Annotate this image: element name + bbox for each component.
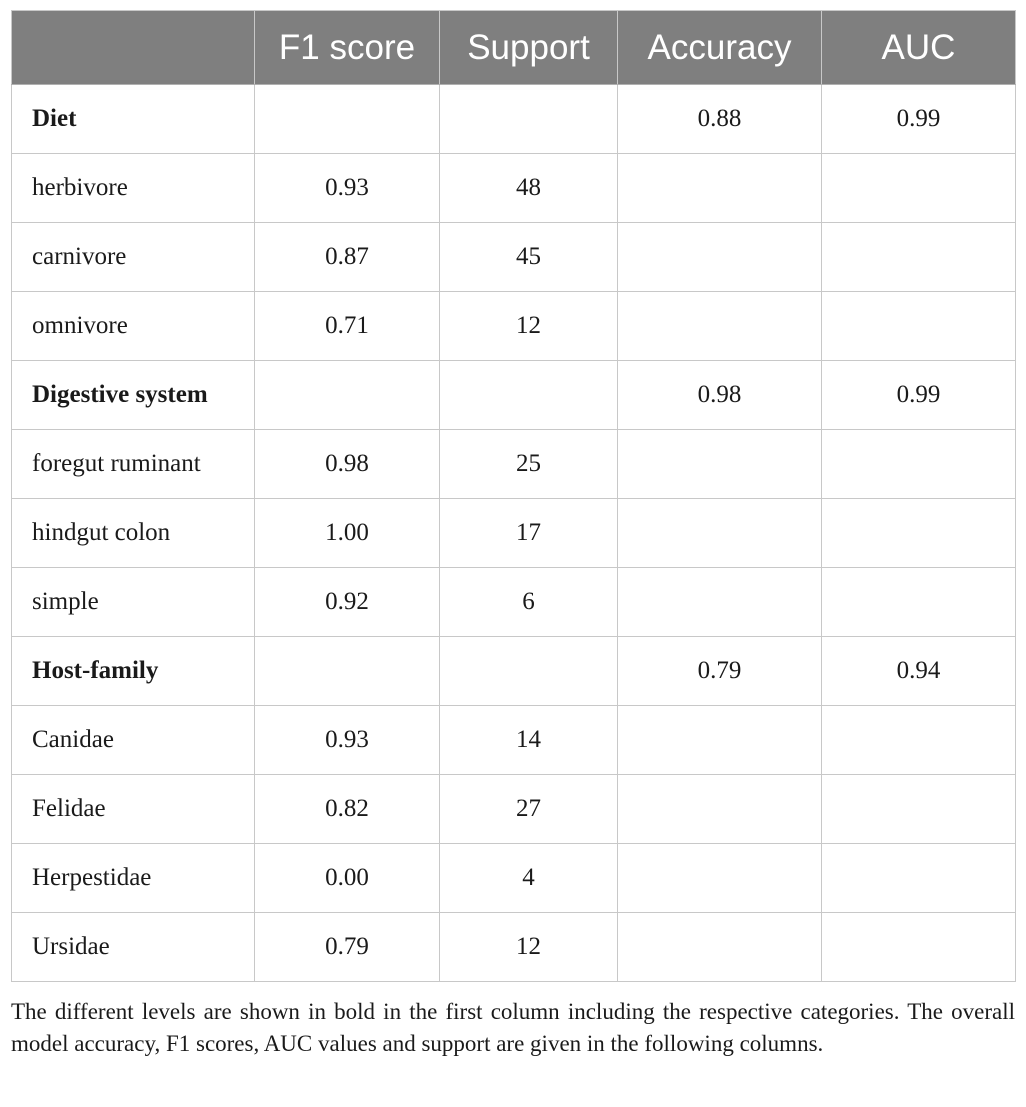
category-row [12, 223, 1016, 292]
support-cell: 17 [440, 499, 618, 568]
header-category [12, 11, 255, 85]
accuracy-cell [618, 568, 822, 637]
auc-cell [822, 775, 1016, 844]
row-label: foregut ruminant [12, 430, 255, 499]
header-support: Support [440, 11, 618, 85]
accuracy-cell [618, 499, 822, 568]
f1-score-cell: 0.93 [255, 706, 440, 775]
accuracy-cell: 0.88 [618, 85, 822, 154]
row-label: carnivore [12, 223, 255, 292]
accuracy-cell [618, 913, 822, 982]
support-cell: 4 [440, 844, 618, 913]
row-label: omnivore [12, 292, 255, 361]
f1-score-cell: 0.87 [255, 223, 440, 292]
f1-score-cell: 0.93 [255, 154, 440, 223]
support-cell [440, 85, 618, 154]
auc-cell [822, 568, 1016, 637]
row-label: Felidae [12, 775, 255, 844]
auc-cell [822, 223, 1016, 292]
header-accuracy: Accuracy [618, 11, 822, 85]
accuracy-cell [618, 844, 822, 913]
support-cell [440, 361, 618, 430]
category-row [12, 775, 1016, 844]
level-row [12, 637, 1016, 706]
auc-cell [822, 499, 1016, 568]
support-cell: 27 [440, 775, 618, 844]
auc-cell [822, 844, 1016, 913]
category-row [12, 568, 1016, 637]
f1-score-cell: 0.98 [255, 430, 440, 499]
table-caption: The different levels are shown in bold in the first column including the respective categories. The overall model accuracy, F1 scores, AUC values and support are given in the following columns. [11, 999, 1015, 1056]
results-table [11, 10, 1016, 982]
row-label: Diet [12, 85, 255, 154]
accuracy-cell [618, 223, 822, 292]
category-row [12, 706, 1016, 775]
accuracy-cell [618, 154, 822, 223]
results-table-container [11, 10, 1015, 982]
auc-cell [822, 706, 1016, 775]
level-row [12, 361, 1016, 430]
support-cell: 12 [440, 913, 618, 982]
category-row [12, 292, 1016, 361]
accuracy-cell [618, 430, 822, 499]
f1-score-cell: 0.82 [255, 775, 440, 844]
category-row [12, 499, 1016, 568]
header-row [12, 11, 1016, 85]
row-label: hindgut colon [12, 499, 255, 568]
category-row [12, 154, 1016, 223]
header-auc: AUC [822, 11, 1016, 85]
row-label: Canidae [12, 706, 255, 775]
header-f1-score: F1 score [255, 11, 440, 85]
auc-cell [822, 154, 1016, 223]
support-cell [440, 637, 618, 706]
f1-score-cell: 0.92 [255, 568, 440, 637]
auc-cell [822, 430, 1016, 499]
support-cell: 48 [440, 154, 618, 223]
auc-cell [822, 292, 1016, 361]
accuracy-cell: 0.98 [618, 361, 822, 430]
f1-score-cell [255, 361, 440, 430]
support-cell: 25 [440, 430, 618, 499]
accuracy-cell [618, 292, 822, 361]
support-cell: 12 [440, 292, 618, 361]
support-cell: 14 [440, 706, 618, 775]
auc-cell [822, 913, 1016, 982]
accuracy-cell: 0.79 [618, 637, 822, 706]
f1-score-cell: 0.71 [255, 292, 440, 361]
level-row [12, 85, 1016, 154]
f1-score-cell [255, 637, 440, 706]
f1-score-cell [255, 85, 440, 154]
support-cell: 45 [440, 223, 618, 292]
f1-score-cell: 0.79 [255, 913, 440, 982]
accuracy-cell [618, 775, 822, 844]
row-label: Host-family [12, 637, 255, 706]
row-label: herbivore [12, 154, 255, 223]
table-header [12, 11, 1016, 85]
f1-score-cell: 1.00 [255, 499, 440, 568]
row-label: Herpestidae [12, 844, 255, 913]
category-row [12, 430, 1016, 499]
auc-cell: 0.94 [822, 637, 1016, 706]
f1-score-cell: 0.00 [255, 844, 440, 913]
row-label: Digestive system [12, 361, 255, 430]
auc-cell: 0.99 [822, 85, 1016, 154]
category-row [12, 913, 1016, 982]
category-row [12, 844, 1016, 913]
auc-cell: 0.99 [822, 361, 1016, 430]
accuracy-cell [618, 706, 822, 775]
table-body [12, 85, 1016, 982]
support-cell: 6 [440, 568, 618, 637]
row-label: simple [12, 568, 255, 637]
row-label: Ursidae [12, 913, 255, 982]
